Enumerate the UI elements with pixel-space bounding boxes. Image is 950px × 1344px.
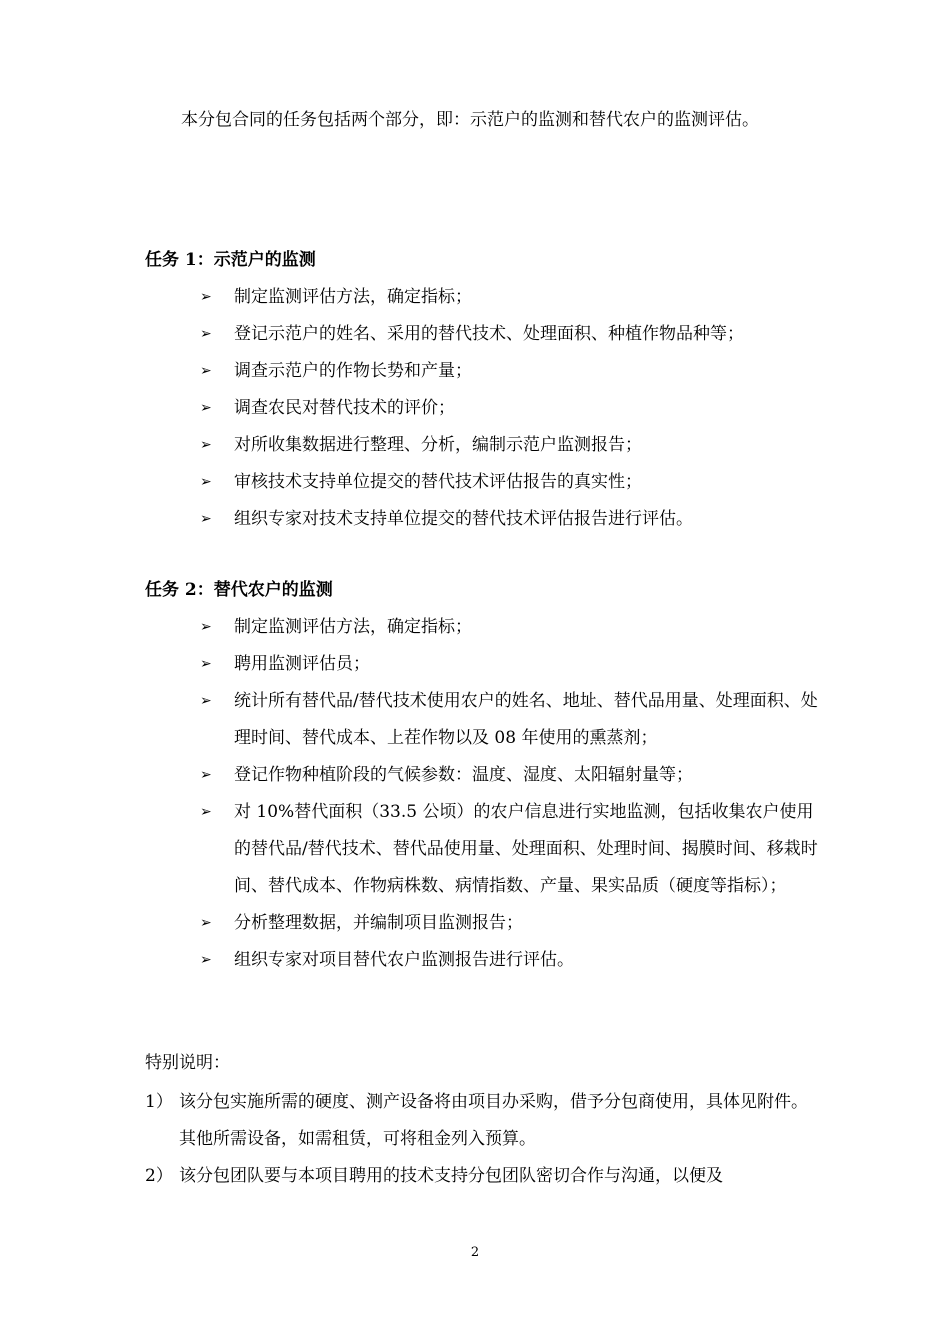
arrow-bullet-icon: ➢ (200, 400, 212, 416)
task1-list (200, 279, 825, 538)
arrow-bullet-icon: ➢ (200, 656, 212, 672)
task1-heading: 任务 1：示范户的监测 (145, 250, 316, 270)
list-item: ➢ 审核技术支持单位提交的替代技术评估报告的真实性； (200, 464, 825, 501)
list-item: ➢ 登记作物种植阶段的气候参数：温度、湿度、太阳辐射量等； (200, 757, 825, 794)
list-item: ➢ 制定监测评估方法，确定指标； (200, 609, 825, 646)
notes-title: 特别说明： (145, 1053, 230, 1073)
arrow-bullet-icon: ➢ (200, 511, 212, 527)
note-number: 1） (145, 1092, 173, 1112)
arrow-bullet-icon: ➢ (200, 804, 212, 820)
arrow-bullet-icon: ➢ (200, 437, 212, 453)
arrow-bullet-icon: ➢ (200, 474, 212, 490)
list-item: ➢ 组织专家对技术支持单位提交的替代技术评估报告进行评估。 (200, 501, 825, 538)
list-item: ➢ 对所收集数据进行整理、分析，编制示范户监测报告； (200, 427, 825, 464)
arrow-bullet-icon: ➢ (200, 619, 212, 635)
task2-heading: 任务 2：替代农户的监测 (145, 580, 333, 600)
note-item: 2） 该分包团队要与本项目聘用的技术支持分包团队密切合作与沟通，以便及 (145, 1158, 815, 1195)
list-item: ➢ 调查示范户的作物长势和产量； (200, 353, 825, 390)
arrow-bullet-icon: ➢ (200, 767, 212, 783)
list-item: ➢ 统计所有替代品/替代技术使用农户的姓名、地址、替代品用量、处理面积、处理时间、替代成本、上茬作物以及 08 年使用的熏蒸剂； (200, 683, 825, 757)
intro-paragraph: 本分包合同的任务包括两个部分，即：示范户的监测和替代农户的监测评估。 (181, 110, 759, 130)
note-number: 2） (145, 1166, 173, 1186)
note-item: 1） 该分包实施所需的硬度、测产设备将由项目办采购，借予分包商使用，具体见附件。其他所需设备，如需租赁，可将租金列入预算。 (145, 1084, 815, 1158)
task2-list (200, 609, 825, 979)
arrow-bullet-icon: ➢ (200, 952, 212, 968)
list-item: ➢ 登记示范户的姓名、采用的替代技术、处理面积、种植作物品种等； (200, 316, 825, 353)
arrow-bullet-icon: ➢ (200, 289, 212, 305)
list-item: ➢ 制定监测评估方法，确定指标； (200, 279, 825, 316)
arrow-bullet-icon: ➢ (200, 363, 212, 379)
list-item: ➢ 组织专家对项目替代农户监测报告进行评估。 (200, 942, 825, 979)
list-item: ➢ 分析整理数据，并编制项目监测报告； (200, 905, 825, 942)
notes-list (145, 1084, 815, 1195)
list-item: ➢ 调查农民对替代技术的评价； (200, 390, 825, 427)
page-number: 2 (470, 1245, 480, 1260)
list-item: ➢ 对 10%替代面积（33.5 公顷）的农户信息进行实地监测，包括收集农户使用的替代品/替代技术、替代品使用量、处理面积、处理时间、揭膜时间、移栽时间、替代成本、作物病株数、病情指数、产量、果实品质（硬度等指标）； (200, 794, 825, 905)
list-item: ➢ 聘用监测评估员； (200, 646, 825, 683)
arrow-bullet-icon: ➢ (200, 915, 212, 931)
arrow-bullet-icon: ➢ (200, 693, 212, 709)
arrow-bullet-icon: ➢ (200, 326, 212, 342)
